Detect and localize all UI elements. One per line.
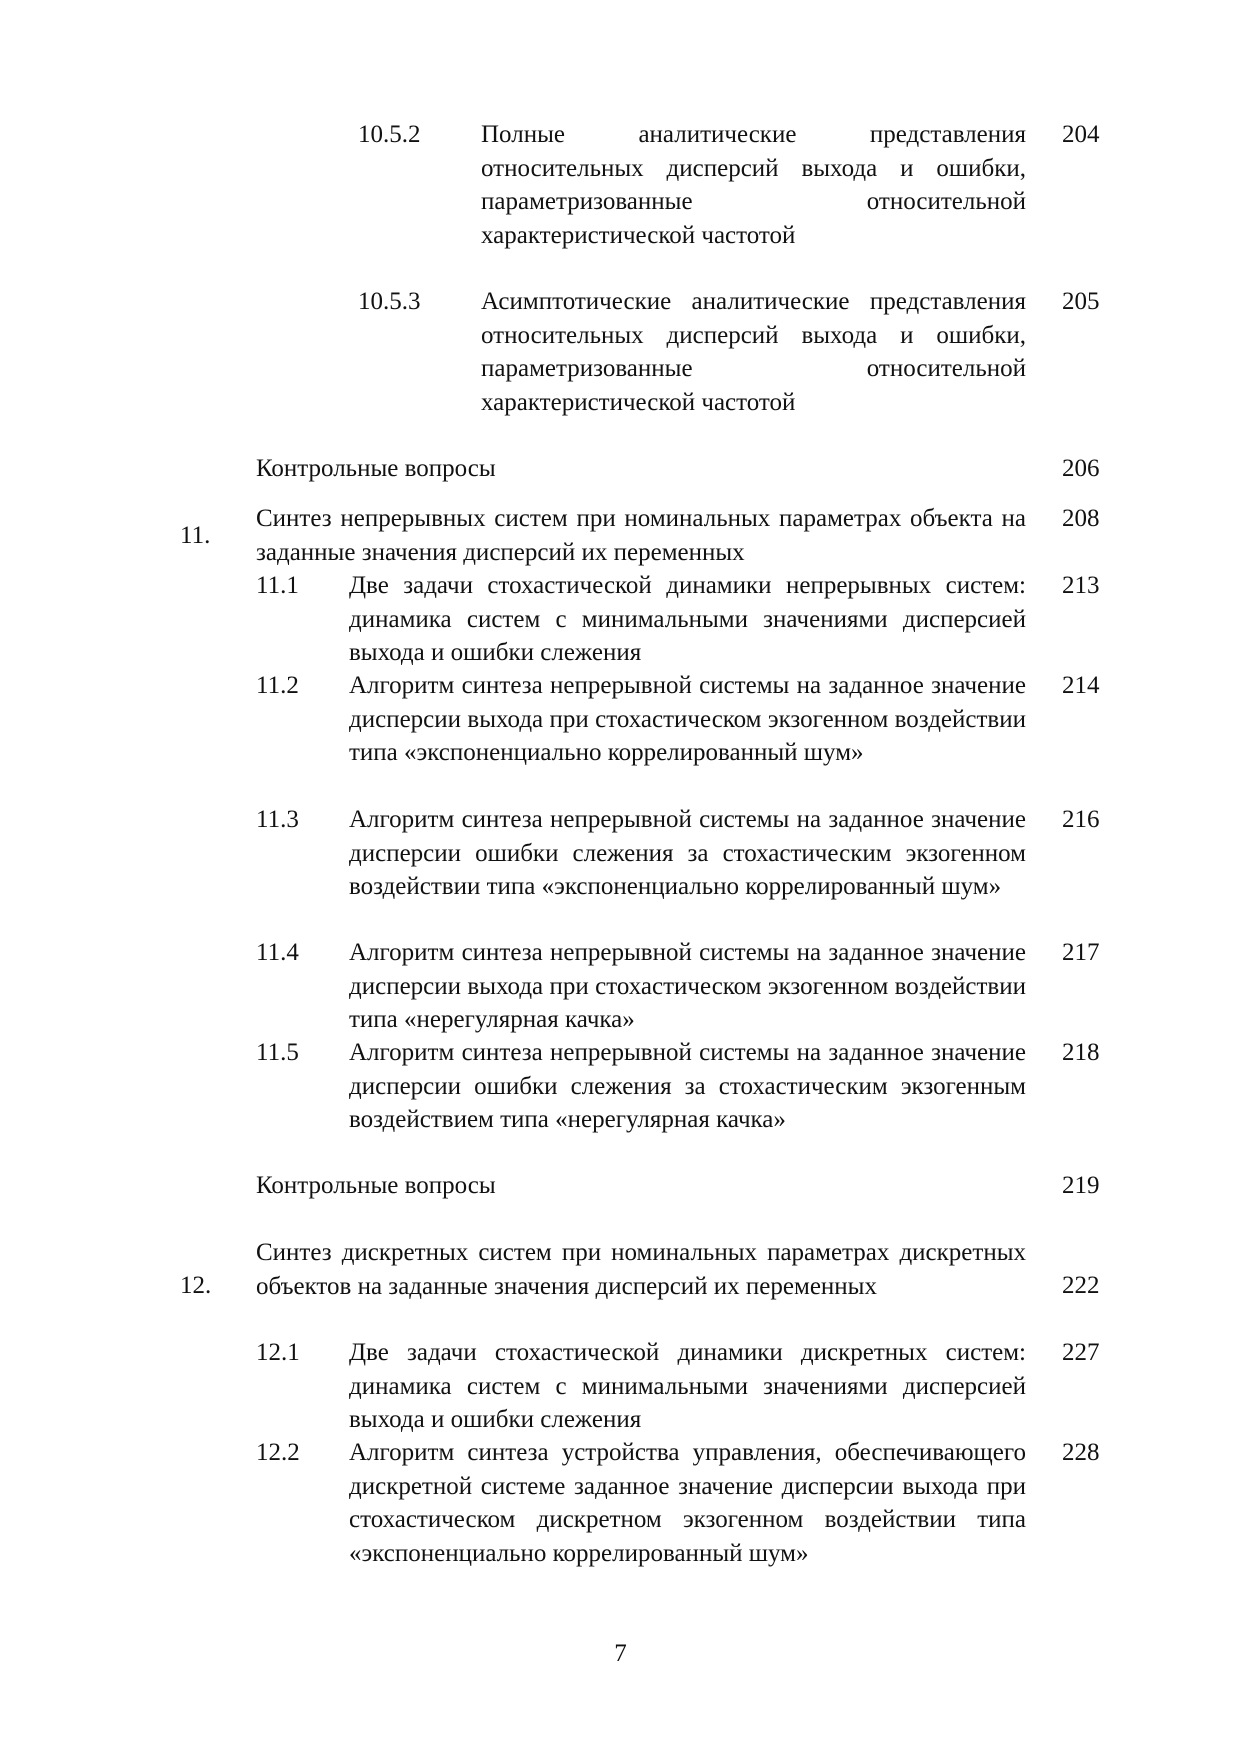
- toc-entry-title: Асимптотические аналитические представления относительных дисперсий выхода и ошибки, параметризованные относительной характеристической частотой: [481, 288, 1026, 416]
- toc-entry-12-2: [0, 1436, 1241, 1604]
- toc-entry-page: 213: [1062, 572, 1100, 599]
- toc-entry-number: 12.: [180, 1272, 212, 1299]
- toc-entry-number: 11.2: [256, 672, 299, 699]
- toc-entry-title: Алгоритм синтеза непрерывной системы на заданное значение дисперсии ошибки слежения за стохастическим экзогенным воздействием типа «нерегулярная качка»: [349, 1039, 1026, 1133]
- toc-entry-11-5: [0, 1036, 1241, 1170]
- toc-entry-title: Синтез дискретных систем при номинальных параметрах дискретных объектов на заданные значения дисперсий их переменных: [256, 1239, 1026, 1300]
- toc-entry-number: 10.5.2: [358, 121, 421, 148]
- toc-entry-number: 11.5: [256, 1039, 299, 1066]
- toc-entry-review-questions: [0, 452, 1241, 486]
- toc-entry-page: 204: [1062, 121, 1100, 148]
- toc-entry-10-5-2: [0, 118, 1241, 288]
- toc-entry-title: Алгоритм синтеза непрерывной системы на заданное значение дисперсии ошибки слежения за стохастическим экзогенном воздействии типа «экспоненциально коррелированный шум»: [349, 806, 1026, 900]
- toc-entry-12-1: [0, 1336, 1241, 1437]
- toc-entry-title: Две задачи стохастической динамики дискретных систем: динамика систем с минимальными значениями дисперсией выхода и ошибки слежения: [349, 1339, 1026, 1433]
- toc-entry-page: 206: [1062, 455, 1100, 482]
- toc-entry-page: 218: [1062, 1039, 1100, 1066]
- toc-entry-page: 228: [1062, 1439, 1100, 1466]
- toc-entry-page: 214: [1062, 672, 1100, 699]
- toc-entry-page: 217: [1062, 939, 1100, 966]
- toc-entry-title: Две задачи стохастической динамики непрерывных систем: динамика систем с минимальными значениями дисперсией выхода и ошибки слежения: [349, 572, 1026, 666]
- toc-entry-11-2: [0, 669, 1241, 803]
- toc-entry-number: 11.3: [256, 806, 299, 833]
- toc-entry-page: 222: [1062, 1272, 1100, 1299]
- toc-entry-number: 12.1: [256, 1339, 300, 1366]
- toc-entry-title: Алгоритм синтеза устройства управления, обеспечивающего дискретной системе заданное значение дисперсии выхода при стохастическом дискретном экзогенном воздействии типа «экспоненциально коррелированный шум»: [349, 1439, 1026, 1567]
- toc-entry-10-5-3: [0, 285, 1241, 455]
- toc-entry-chapter-11: [0, 502, 1241, 570]
- toc-entry-number: 11.: [180, 522, 211, 549]
- toc-entry-number: 11.1: [256, 572, 299, 599]
- toc-entry-number: 11.4: [256, 939, 299, 966]
- toc-entry-11-4: [0, 936, 1241, 1037]
- toc-entry-title: Алгоритм синтеза непрерывной системы на заданное значение дисперсии выхода при стохастическом экзогенном воздействии типа «экспоненциально коррелированный шум»: [349, 672, 1026, 766]
- toc-entry-title: Полные аналитические представления относительных дисперсий выхода и ошибки, параметризованные относительной характеристической частотой: [481, 121, 1026, 249]
- toc-entry-page: 219: [1062, 1172, 1100, 1199]
- toc-entry-chapter-12: [0, 1236, 1241, 1337]
- toc-entry-title: Синтез непрерывных систем при номинальных параметрах объекта на заданные значения дисперсий их переменных: [256, 505, 1026, 566]
- page-number: 7: [614, 1640, 627, 1667]
- toc-entry-page: 227: [1062, 1339, 1100, 1366]
- toc-entry-11-3: [0, 803, 1241, 937]
- toc-entry-title: Алгоритм синтеза непрерывной системы на заданное значение дисперсии выхода при стохастическом экзогенном воздействии типа «нерегулярная качка»: [349, 939, 1026, 1033]
- toc-entry-page: 205: [1062, 288, 1100, 315]
- toc-entry-11-1: [0, 569, 1241, 670]
- toc-entry-page: 208: [1062, 505, 1100, 532]
- toc-entry-title: Контрольные вопросы: [256, 1172, 496, 1199]
- toc-entry-title: Контрольные вопросы: [256, 455, 496, 482]
- toc-entry-number: 12.2: [256, 1439, 300, 1466]
- toc-entry-number: 10.5.3: [358, 288, 421, 315]
- toc-entry-page: 216: [1062, 806, 1100, 833]
- toc-entry-review-questions: [0, 1169, 1241, 1203]
